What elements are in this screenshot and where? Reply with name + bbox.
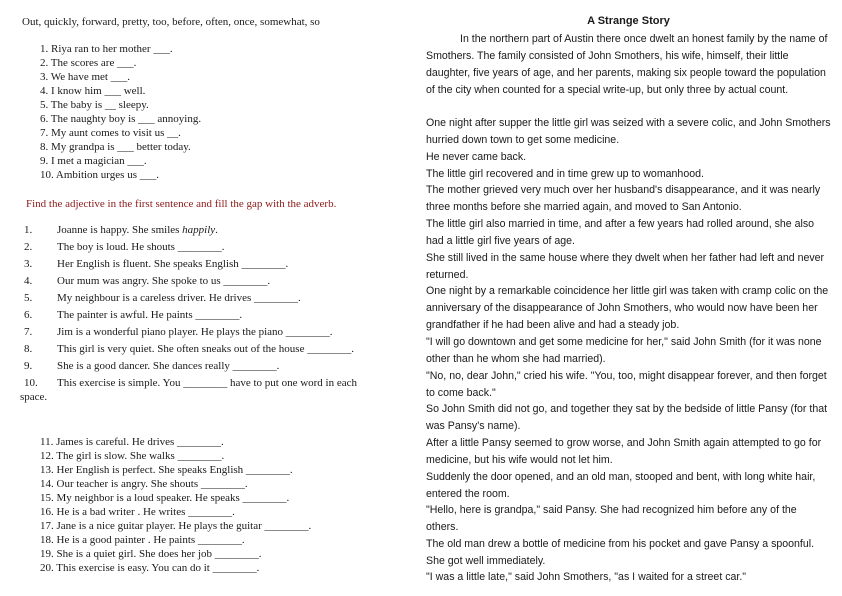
item-number: 9.: [24, 360, 33, 372]
exercise-2-item: [24, 241, 224, 253]
exercise-2-item: [24, 377, 357, 389]
exercise-2-item: [24, 360, 279, 372]
item-number: 5.: [24, 292, 33, 304]
exercise-3-item: 19. She is a quiet girl. She does her job ________.: [40, 548, 262, 560]
item-text: The painter is awful. He paints ________.: [57, 309, 243, 321]
exercise-1-item: 9. I met a magician ___.: [40, 155, 147, 167]
item-number: 2.: [24, 241, 33, 253]
exercise-1-item: 3. We have met ___.: [40, 71, 130, 83]
exercise-1-item: 5. The baby is __ sleepy.: [40, 99, 149, 111]
story-paragraph: One night by a remarkable coincidence her little girl was taken with cramp colic on the anniversary of the disappearance of John Smothers, who would now have been her grandfather if he had been alive and had a steady job.: [426, 285, 829, 331]
exercise-2-wrap-text: space.: [20, 391, 48, 403]
exercise-2-instruction: Find the adjective in the first sentence and fill the gap with the adverb.: [26, 198, 337, 210]
exercise-3-item: 11. James is careful. He drives ________.: [40, 436, 224, 448]
exercise-3-item: 14. Our teacher is angry. She shouts ________.: [40, 478, 248, 490]
exercise-1-item: 2. The scores are ___.: [40, 57, 137, 69]
story-paragraph: The old man drew a bottle of medicine from his pocket and gave Pansy a spoonful. She got well immediately.: [426, 538, 815, 567]
item-number: 4.: [24, 275, 33, 287]
item-text: Jim is a wonderful piano player. He plays the piano ________.: [57, 326, 333, 338]
item-text: Our mum was angry. She spoke to us ________.: [57, 275, 271, 287]
word-bank: Out, quickly, forward, pretty, too, before, often, once, somewhat, so: [22, 16, 320, 28]
exercise-1-item: 10. Ambition urges us ___.: [40, 169, 159, 181]
exercise-3-item: 12. The girl is slow. She walks ________.: [40, 450, 225, 462]
exercise-1-item: 8. My grandpa is ___ better today.: [40, 141, 191, 153]
item-text: This girl is very quiet. She often sneaks out of the house ________.: [57, 343, 354, 355]
exercise-1-item: 1. Riya ran to her mother ___.: [40, 43, 173, 55]
example-answer: happily: [182, 224, 216, 236]
item-text-end: .: [215, 224, 218, 236]
story-paragraph: Suddenly the door opened, and an old man, stooped and bent, with long white hair, entered the room.: [426, 471, 816, 500]
item-text: Joanne is happy. She smiles: [57, 224, 183, 236]
item-number: 1.: [24, 224, 33, 236]
item-text: She is a good dancer. She dances really ________.: [57, 360, 280, 372]
exercise-2-item: [24, 292, 301, 304]
item-text: The boy is loud. He shouts ________.: [57, 241, 225, 253]
exercise-1-item: 6. The naughty boy is ___ annoying.: [40, 113, 202, 125]
exercise-2-item: [24, 309, 242, 321]
exercise-3-item: 15. My neighbor is a loud speaker. He speaks ________.: [40, 492, 290, 504]
story-paragraph: One night after supper the little girl was seized with a severe colic, and John Smothers hurried down town to get some medicine.: [426, 117, 831, 146]
exercise-1-item: 4. I know him ___ well.: [40, 85, 146, 97]
exercise-3-item: 16. He is a bad writer . He writes ________.: [40, 506, 235, 518]
exercise-3-item: 13. Her English is perfect. She speaks English ________.: [40, 464, 293, 476]
exercise-1-item: 7. My aunt comes to visit us __.: [40, 127, 181, 139]
item-text: My neighbour is a careless driver. He drives ________.: [57, 292, 301, 304]
story-paragraph: He never came back.: [426, 151, 527, 163]
story-paragraph: "No, no, dear John," cried his wife. "You, too, might disappear forever, and then forget to come back.": [426, 370, 827, 399]
exercise-2-item: [24, 258, 288, 270]
story-paragraph: "Hello, here is grandpa," said Pansy. She had recognized him before any of the others.: [426, 504, 797, 533]
story-paragraph: "I will go downtown and get some medicine for her," said John Smith (for it was none other than he whom she had married).: [426, 336, 822, 365]
story-paragraph: The little girl also married in time, and after a few years had rolled around, she also had a little girl five years of age.: [426, 218, 815, 247]
exercise-3-item: 18. He is a good painter . He paints ________.: [40, 534, 245, 546]
story-paragraph: In the northern part of Austin there once dwelt an honest family by the name of Smothers. The family consisted of John Smothers, his wife, himself, their little daughter, five years of age, and her parents, making six people toward the population of the city when counted for a special write-up, but only three by actual count.: [426, 33, 828, 96]
item-number: 3.: [24, 258, 33, 270]
item-number: 10.: [24, 377, 38, 389]
item-number: 7.: [24, 326, 33, 338]
exercise-2-item: [24, 224, 218, 236]
story-paragraph: She still lived in the same house where they dwelt when her father had left and never returned.: [426, 252, 825, 281]
story-paragraph: After a little Pansy seemed to grow worse, and John Smith again attempted to go for medicine, but his wife would not let him.: [426, 437, 822, 466]
exercise-3-item: 20. This exercise is easy. You can do it ________.: [40, 562, 260, 574]
exercise-2-item: [24, 326, 333, 338]
story-paragraph: So John Smith did not go, and together they sat by the bedside of little Pansy (for that was Pansy's name).: [426, 403, 828, 432]
item-number: 8.: [24, 343, 33, 355]
item-text: Her English is fluent. She speaks English ________.: [57, 258, 289, 270]
story-paragraph: "I was a little late," said John Smothers, "as I waited for a street car.": [426, 571, 747, 583]
exercise-2-item: [24, 343, 354, 355]
item-text: This exercise is simple. You ________ have to put one word in each: [57, 377, 358, 389]
story-title: A Strange Story: [587, 15, 670, 27]
exercise-3-item: 17. Jane is a nice guitar player. He plays the guitar ________.: [40, 520, 312, 532]
story-paragraph: The little girl recovered and in time grew up to womanhood.: [426, 168, 704, 180]
item-number: 6.: [24, 309, 33, 321]
exercise-2-item: [24, 275, 270, 287]
story-paragraph: The mother grieved very much over her husband's disappearance, and it was nearly three months before she married again, and moved to San Antonio.: [426, 184, 821, 213]
